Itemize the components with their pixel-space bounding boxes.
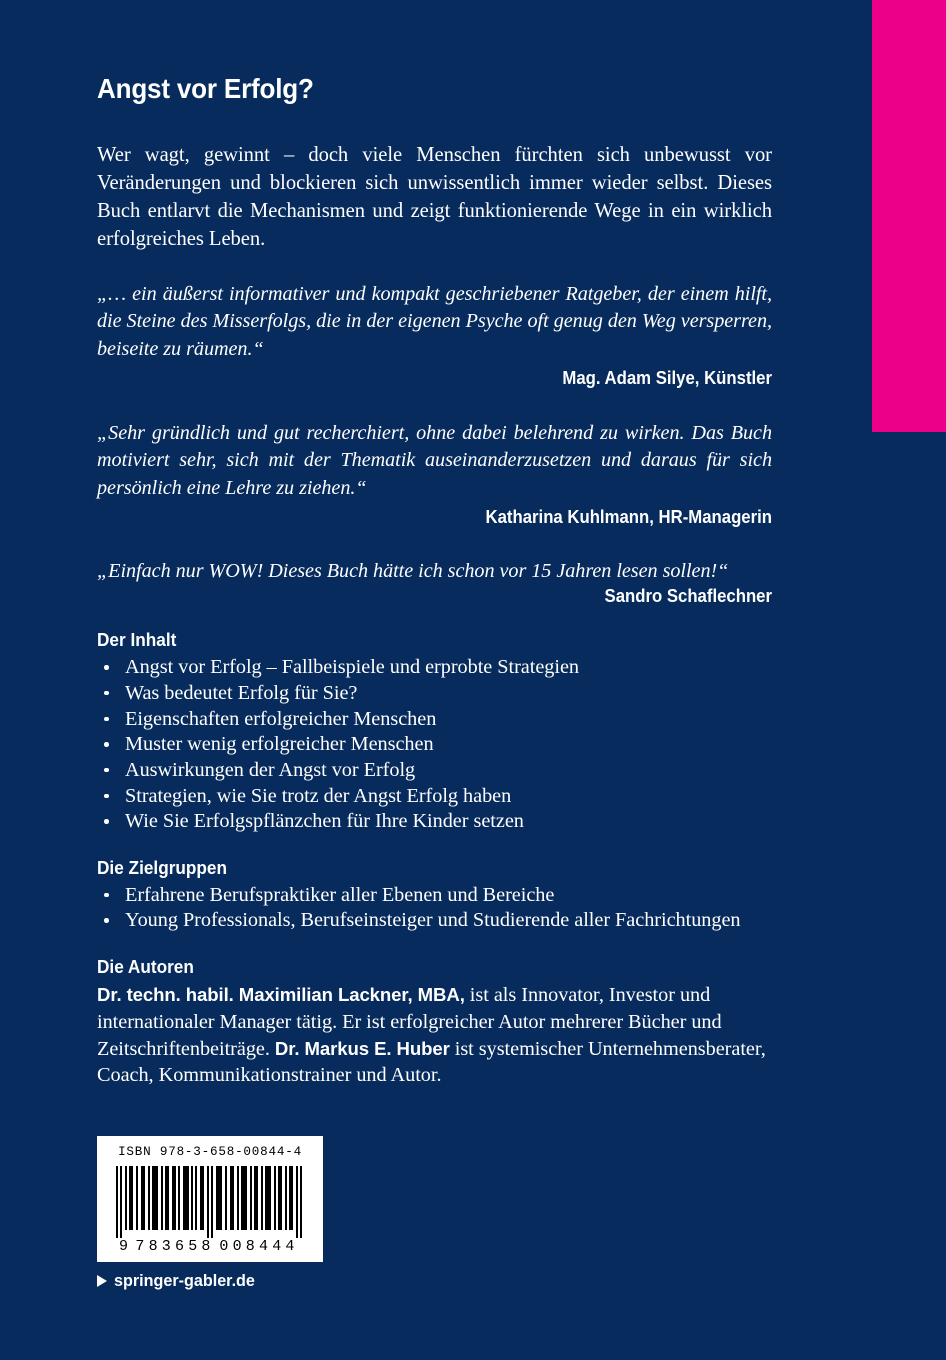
list-item (97, 681, 772, 705)
section-die-autoren (97, 934, 772, 1089)
page-title: Angst vor Erfolg? (97, 73, 314, 104)
author-one-name: Dr. techn. habil. Maximilian Lackner, MBA, (97, 984, 465, 1006)
list-item-label: Young Professionals, Berufseinsteiger und Studierende aller Fachrichtungen (125, 909, 741, 932)
testimonial-3 (97, 528, 772, 608)
testimonial-1 (97, 254, 772, 389)
list-item (97, 809, 772, 833)
testimonial-1-text: „… ein äußerst informativer und kompakt geschriebener Ratgeber, der einem hilft, die Steine des Misserfolgs, die in der eigenen Psyche oft genug den Weg versperren, beiseite zu räumen.“ (97, 282, 772, 360)
barcode-left-digits: 783658 (135, 1237, 215, 1255)
section-die-autoren-heading: Die Autoren (97, 956, 194, 978)
testimonial-1-attribution: Mag. Adam Silye, Künstler (562, 367, 772, 388)
bullet-dot-icon (104, 893, 109, 898)
list-item-label: Auswirkungen der Angst vor Erfolg (125, 758, 416, 781)
authors-biography (97, 982, 772, 1089)
bullet-dot-icon (104, 819, 109, 824)
list-item-label: Angst vor Erfolg – Fallbeispiele und erprobte Strategien (125, 656, 579, 679)
barcode-right-digits: 008444 (219, 1237, 299, 1255)
list-item (97, 784, 772, 808)
list-item-label: Muster wenig erfolgreicher Menschen (125, 733, 434, 756)
section-der-inhalt-list (97, 655, 772, 833)
bullet-dot-icon (104, 768, 109, 773)
barcode-area (97, 1136, 323, 1291)
list-item (97, 758, 772, 782)
list-item-label: Erfahrene Berufspraktiker aller Ebenen und Bereiche (125, 883, 555, 906)
bullet-dot-icon (104, 665, 109, 670)
author-two-name: Dr. Markus E. Huber (274, 1037, 450, 1059)
bullet-dot-icon (104, 717, 109, 722)
bullet-dot-icon (104, 918, 109, 923)
bullet-dot-icon (104, 794, 109, 799)
testimonial-2-attribution: Katharina Kuhlmann, HR-Managerin (485, 506, 772, 527)
list-item-label: Strategien, wie Sie trotz der Angst Erfolg haben (125, 784, 512, 807)
publisher-website-line[interactable] (97, 1262, 323, 1291)
list-item-label: Wie Sie Erfolgspflänzchen für Ihre Kinder setzen (125, 810, 524, 833)
testimonial-2 (97, 389, 772, 528)
list-item (97, 655, 772, 679)
section-der-inhalt-heading: Der Inhalt (97, 629, 177, 651)
list-item (97, 707, 772, 731)
publisher-url-label[interactable]: springer-gabler.de (114, 1271, 255, 1290)
ean13-digit-row (114, 1239, 306, 1254)
barcode-lead-digit: 9 (119, 1237, 129, 1255)
list-item (97, 883, 772, 907)
bullet-dot-icon (104, 691, 109, 696)
list-item-label: Was bedeutet Erfolg für Sie? (125, 681, 358, 704)
testimonial-3-attribution: Sandro Schaflechner (604, 586, 772, 607)
author-one-bio: ist als Innovator, Investor und internationaler Manager tätig. Er ist erfolgreicher Autor mehrerer Bücher und Zeitschriftenbeiträge. (97, 984, 722, 1060)
list-item (97, 732, 772, 756)
ean13-barcode-image (114, 1166, 306, 1238)
isbn-number-label: ISBN 978-3-658-00844-4 (118, 1145, 302, 1159)
section-die-zielgruppen (97, 835, 772, 933)
bullet-dot-icon (104, 742, 109, 747)
lead-paragraph: Wer wagt, gewinnt – doch viele Menschen fürchten sich unbewusst vor Veränderungen und blockieren sich unwissentlich immer wieder selbst. Dieses Buch entlarvt die Mechanismen und zeigt funktionierende Wege in ein wirklich erfolgreiches Leben. (97, 143, 772, 251)
author-two-bio: ist systemischer Unternehmensberater, Coach, Kommunikationstrainer und Autor. (97, 1037, 766, 1087)
list-item-label: Eigenschaften erfolgreicher Menschen (125, 707, 437, 730)
testimonial-2-text: „Sehr gründlich und gut recherchiert, ohne dabei belehrend zu wirken. Das Buch motiviert sehr, sich mit der Thematik auseinanderzusetzen und daraus für sich persönlich eine Lehre zu ziehen.“ (97, 421, 772, 499)
section-der-inhalt (97, 607, 772, 833)
section-die-zielgruppen-list (97, 883, 772, 933)
cover-content-column (97, 0, 772, 1089)
play-triangle-icon (97, 1275, 107, 1287)
list-item (97, 908, 772, 932)
magenta-accent-block (872, 0, 946, 432)
isbn-barcode-panel (97, 1136, 323, 1262)
testimonial-3-text: „Einfach nur WOW! Dieses Buch hätte ich schon vor 15 Jahren lesen sollen!“ (97, 559, 729, 582)
section-die-zielgruppen-heading: Die Zielgruppen (97, 856, 228, 878)
